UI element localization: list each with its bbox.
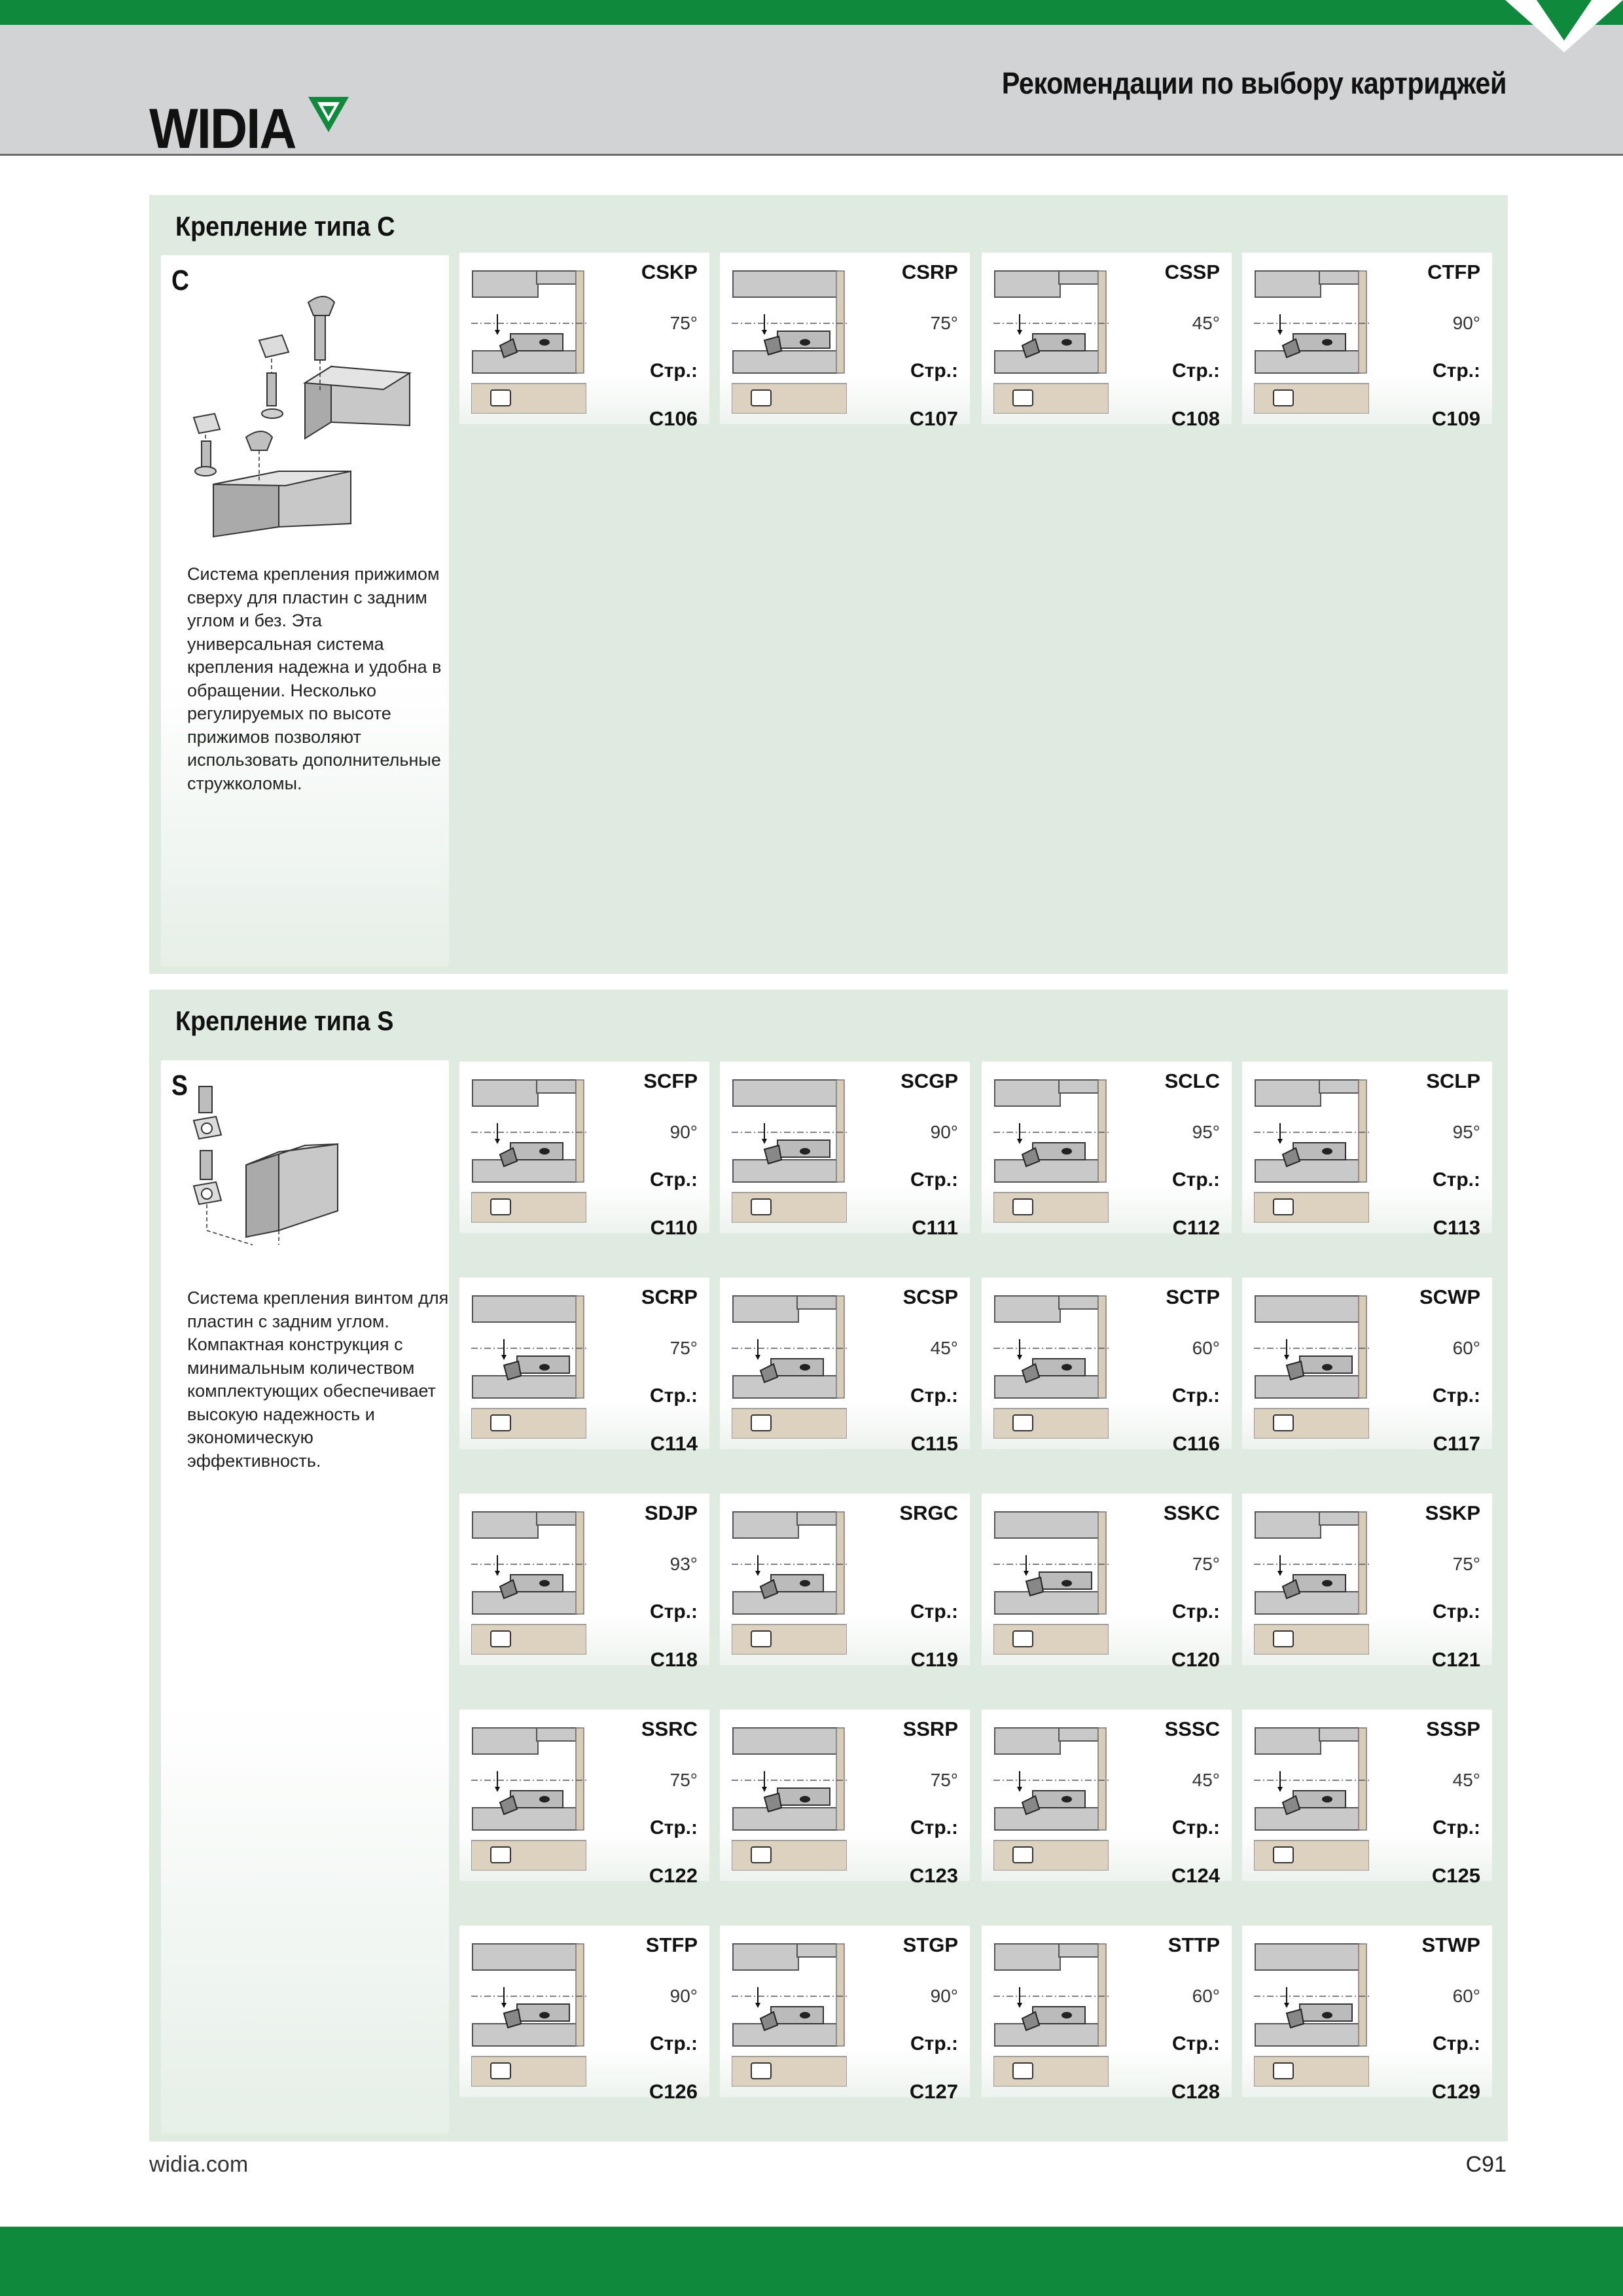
cartridge-code: SCTP bbox=[1166, 1285, 1220, 1308]
widia-logo bbox=[149, 85, 351, 160]
page-ref-link[interactable]: C126 bbox=[649, 2080, 698, 2103]
cartridge-card-stgp[interactable] bbox=[720, 1926, 970, 2103]
cartridge-angle: 90° bbox=[669, 1122, 698, 1142]
page-ref-link[interactable]: C110 bbox=[650, 1216, 698, 1239]
cartridge-card-sdjp[interactable] bbox=[459, 1494, 709, 1671]
page-ref-label: Стр.: bbox=[649, 1385, 698, 1407]
cartridge-card-cssp[interactable] bbox=[982, 253, 1232, 430]
cartridge-code: SSRP bbox=[902, 1717, 958, 1740]
cartridge-code: SSSC bbox=[1164, 1717, 1220, 1740]
page-ref-label: Стр.: bbox=[649, 1817, 698, 1839]
cartridge-card-srgc[interactable] bbox=[720, 1494, 970, 1671]
cartridge-code: STTP bbox=[1168, 1933, 1220, 1956]
page-ref-label: Стр.: bbox=[1432, 1817, 1480, 1839]
page-ref-link[interactable]: C115 bbox=[910, 1432, 958, 1455]
cartridge-code: SSKC bbox=[1163, 1501, 1220, 1524]
cartridge-card-sclp[interactable] bbox=[1242, 1062, 1492, 1239]
cartridge-angle: 75° bbox=[669, 313, 698, 333]
cartridge-angle: 90° bbox=[1452, 313, 1480, 333]
cartridge-card-sclc[interactable] bbox=[982, 1062, 1232, 1239]
cartridge-angle: 45° bbox=[1192, 313, 1220, 333]
section-clamp-type-c bbox=[149, 195, 1508, 974]
cartridge-code: CSSP bbox=[1164, 260, 1220, 283]
cartridge-code: SSKP bbox=[1425, 1501, 1480, 1524]
page-ref-label: Стр.: bbox=[910, 360, 958, 382]
page-ref-link[interactable]: C122 bbox=[649, 1864, 698, 1887]
page-ref-link[interactable]: C123 bbox=[909, 1864, 958, 1887]
side-panel-c bbox=[161, 255, 449, 966]
page-ref-link[interactable]: C121 bbox=[1431, 1648, 1480, 1671]
clamp-description: Система крепления прижимом сверху для пластин с задним углом и без. Эта универсальная система крепления надежна и удобна в обращении. Несколько регулируемых по высоте прижимов позволяют использовать дополнительные стружколомы. bbox=[187, 564, 442, 793]
cartridge-diagram-icon bbox=[1254, 1293, 1369, 1439]
cartridge-card-csrp[interactable] bbox=[720, 253, 970, 430]
page-ref-link[interactable]: C119 bbox=[910, 1648, 958, 1671]
cartridge-diagram-icon bbox=[471, 1941, 586, 2087]
cartridge-card-sssc[interactable] bbox=[982, 1710, 1232, 1887]
cartridge-card-ssrc[interactable] bbox=[459, 1710, 709, 1887]
cartridge-card-stfp[interactable] bbox=[459, 1926, 709, 2103]
cartridge-card-sttp[interactable] bbox=[982, 1926, 1232, 2103]
bottom-green-stripe bbox=[0, 2227, 1623, 2296]
cartridge-diagram-icon bbox=[471, 1725, 586, 1871]
cartridge-diagram-icon bbox=[471, 1077, 586, 1223]
page-ref-link[interactable]: C120 bbox=[1171, 1648, 1220, 1671]
page-ref-label: Стр.: bbox=[1171, 1817, 1220, 1839]
cartridge-diagram-icon bbox=[1254, 268, 1369, 414]
cartridge-angle: 45° bbox=[1192, 1770, 1220, 1790]
cartridge-code: SCRP bbox=[641, 1285, 698, 1308]
page-ref-link[interactable]: C129 bbox=[1431, 2080, 1480, 2103]
page-ref-label: Стр.: bbox=[649, 1169, 698, 1191]
page-ref-label: Стр.: bbox=[649, 2033, 698, 2054]
cartridge-angle: 75° bbox=[1192, 1554, 1220, 1574]
cartridge-diagram-icon bbox=[471, 1293, 586, 1439]
cartridge-diagram-icon bbox=[471, 268, 586, 414]
cartridge-angle: 60° bbox=[1192, 1986, 1220, 2006]
page-ref-link[interactable]: C127 bbox=[909, 2080, 958, 2103]
page-ref-link[interactable]: C111 bbox=[912, 1216, 958, 1239]
corner-triangle-decoration bbox=[1505, 0, 1623, 59]
cartridge-diagram-icon bbox=[993, 1725, 1109, 1871]
page-ref-label: Стр.: bbox=[910, 1601, 958, 1623]
page-ref-label: Стр.: bbox=[910, 1385, 958, 1407]
cartridge-diagram-icon bbox=[732, 1725, 847, 1871]
cartridge-diagram-icon bbox=[732, 1509, 847, 1655]
cartridge-code: STFP bbox=[645, 1933, 698, 1956]
cartridge-angle: 75° bbox=[930, 313, 958, 333]
cartridge-code: SCSP bbox=[902, 1285, 958, 1308]
clamp-s-exploded-illustration bbox=[181, 1073, 397, 1263]
page-ref-label: Стр.: bbox=[910, 1169, 958, 1191]
page-ref-link[interactable]: C124 bbox=[1171, 1864, 1220, 1887]
cartridge-diagram-icon bbox=[1254, 1509, 1369, 1655]
cartridge-angle: 93° bbox=[669, 1554, 698, 1574]
cartridge-card-ctfp[interactable] bbox=[1242, 253, 1492, 430]
cartridge-angle: 45° bbox=[930, 1338, 958, 1358]
cartridge-diagram-icon bbox=[732, 1941, 847, 2087]
page-ref-label: Стр.: bbox=[649, 1601, 698, 1623]
cartridge-code: SCWP bbox=[1419, 1285, 1480, 1308]
cartridge-angle: 60° bbox=[1192, 1338, 1220, 1358]
cartridge-angle: 75° bbox=[669, 1338, 698, 1358]
page-ref-label: Стр.: bbox=[649, 360, 698, 382]
cartridge-code: SRGC bbox=[899, 1501, 958, 1524]
cartridge-card-cskp[interactable] bbox=[459, 253, 709, 430]
page-ref-link[interactable]: C107 bbox=[909, 407, 958, 430]
cartridge-angle: 60° bbox=[1452, 1986, 1480, 2006]
cartridge-card-scsp[interactable] bbox=[720, 1278, 970, 1455]
page-ref-label: Стр.: bbox=[1432, 1169, 1480, 1191]
top-green-stripe bbox=[0, 0, 1623, 25]
cartridge-card-sssp[interactable] bbox=[1242, 1710, 1492, 1887]
cartridge-diagram-icon bbox=[1254, 1725, 1369, 1871]
cartridge-code: CTFP bbox=[1427, 260, 1480, 283]
page-ref-label: Стр.: bbox=[1432, 1601, 1480, 1623]
cartridge-angle: 90° bbox=[669, 1986, 698, 2006]
cartridge-diagram-icon bbox=[993, 1293, 1109, 1439]
cartridge-card-sskp[interactable] bbox=[1242, 1494, 1492, 1671]
page-ref-link[interactable]: C117 bbox=[1433, 1432, 1480, 1455]
page-ref-link[interactable]: C113 bbox=[1433, 1216, 1480, 1239]
side-panel-s bbox=[161, 1060, 449, 2134]
cartridge-diagram-icon bbox=[471, 1509, 586, 1655]
cartridge-angle: 75° bbox=[1452, 1554, 1480, 1574]
cartridge-code: CSKP bbox=[641, 260, 698, 283]
page-ref-label: Стр.: bbox=[1432, 2033, 1480, 2054]
cartridge-angle: 95° bbox=[1192, 1122, 1220, 1142]
page-title: Рекомендации по выбору картриджей bbox=[1001, 66, 1507, 100]
page-ref-link[interactable]: C114 bbox=[650, 1432, 698, 1455]
cartridge-angle: 90° bbox=[930, 1122, 958, 1142]
cartridge-diagram-icon bbox=[993, 1077, 1109, 1223]
page-header bbox=[0, 25, 1623, 160]
page-ref-link[interactable]: C106 bbox=[649, 407, 698, 430]
cartridge-card-ssrp[interactable] bbox=[720, 1710, 970, 1887]
page-ref-label: Стр.: bbox=[1432, 1385, 1480, 1407]
page-ref-link[interactable]: C128 bbox=[1171, 2080, 1220, 2103]
page-ref-link[interactable]: C116 bbox=[1172, 1432, 1220, 1455]
cartridge-diagram-icon bbox=[732, 268, 847, 414]
cartridge-angle: 95° bbox=[1452, 1122, 1480, 1142]
cartridge-card-sskc[interactable] bbox=[982, 1494, 1232, 1671]
cartridge-card-scwp[interactable] bbox=[1242, 1278, 1492, 1455]
cartridge-code: STWP bbox=[1421, 1933, 1480, 1956]
page-ref-label: Стр.: bbox=[1171, 1601, 1220, 1623]
footer-page-number: C91 bbox=[1465, 2152, 1507, 2177]
section-title: Крепление типа S bbox=[175, 1005, 394, 1036]
cartridge-diagram-icon bbox=[1254, 1941, 1369, 2087]
cartridge-code: SCGP bbox=[901, 1069, 958, 1092]
clamp-c-exploded-illustration bbox=[174, 275, 442, 550]
cartridge-code: SCLC bbox=[1164, 1069, 1220, 1092]
cartridge-code: SCFP bbox=[643, 1069, 698, 1092]
page-ref-label: Стр.: bbox=[1171, 1385, 1220, 1407]
page-ref-label: Стр.: bbox=[1171, 360, 1220, 382]
cartridge-code: SDJP bbox=[645, 1501, 698, 1524]
cartridge-angle: 60° bbox=[1452, 1338, 1480, 1358]
cartridge-angle: 75° bbox=[669, 1770, 698, 1790]
cartridge-card-stwp[interactable] bbox=[1242, 1926, 1492, 2103]
page-ref-label: Стр.: bbox=[910, 2033, 958, 2054]
footer-website-link[interactable]: widia.com bbox=[149, 2152, 249, 2177]
widia-triangle-logo-icon bbox=[306, 92, 351, 137]
page-ref-link[interactable]: C118 bbox=[650, 1648, 698, 1671]
cartridge-diagram-icon bbox=[732, 1293, 847, 1439]
cartridge-card-scgp[interactable] bbox=[720, 1062, 970, 1239]
cartridge-angle: 45° bbox=[1452, 1770, 1480, 1790]
cartridge-card-sctp[interactable] bbox=[982, 1278, 1232, 1455]
cartridge-code: SSSP bbox=[1426, 1717, 1480, 1740]
page-ref-link[interactable]: C109 bbox=[1431, 407, 1480, 430]
section-title: Крепление типа C bbox=[175, 211, 395, 242]
brand-name: WIDIA bbox=[149, 98, 296, 160]
cartridge-code: STGP bbox=[902, 1933, 958, 1956]
cartridge-angle: 90° bbox=[930, 1986, 958, 2006]
page-ref-label: Стр.: bbox=[1432, 360, 1480, 382]
cartridge-code: CSRP bbox=[901, 260, 958, 283]
page-ref-link[interactable]: C108 bbox=[1171, 407, 1220, 430]
clamp-letter: C bbox=[171, 264, 190, 296]
cartridge-card-scrp[interactable] bbox=[459, 1278, 709, 1455]
section-clamp-type-s bbox=[149, 990, 1508, 2142]
cartridge-code: SCLP bbox=[1426, 1069, 1480, 1092]
page-ref-label: Стр.: bbox=[1171, 1169, 1220, 1191]
clamp-letter: S bbox=[171, 1069, 188, 1102]
page-ref-label: Стр.: bbox=[1171, 2033, 1220, 2054]
cartridge-card-scfp[interactable] bbox=[459, 1062, 709, 1239]
page-ref-label: Стр.: bbox=[910, 1817, 958, 1839]
cartridge-diagram-icon bbox=[732, 1077, 847, 1223]
cartridge-diagram-icon bbox=[993, 268, 1109, 414]
page-ref-link[interactable]: C112 bbox=[1172, 1216, 1220, 1239]
cartridge-angle: 75° bbox=[930, 1770, 958, 1790]
cartridge-diagram-icon bbox=[993, 1941, 1109, 2087]
clamp-description: Система крепления винтом для пластин с задним углом. Компактная конструкция с минимальным количеством комплектующих обеспечивает высокую надежность и экономическую эффективность. bbox=[187, 1288, 449, 1471]
cartridge-code: SSRC bbox=[641, 1717, 698, 1740]
page-ref-link[interactable]: C125 bbox=[1431, 1864, 1480, 1887]
cartridge-diagram-icon bbox=[993, 1509, 1109, 1655]
cartridge-diagram-icon bbox=[1254, 1077, 1369, 1223]
